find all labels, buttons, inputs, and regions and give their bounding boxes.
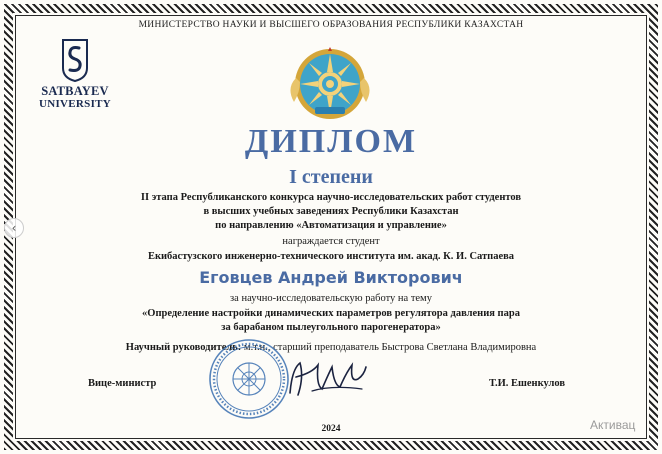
supervisor-line (0, 342, 662, 353)
contest-line: II этапа Республиканского конкурса научно-исследовательских работ студентов (140, 192, 522, 203)
activation-watermark: Активац (590, 418, 636, 432)
supervisor-text: м.т.н., старший преподаватель Быстрова Светлана Владимировна (243, 342, 537, 353)
signer-title: Вице-министр (88, 378, 157, 389)
signature-icon (282, 355, 372, 403)
previous-image-button[interactable] (4, 218, 24, 238)
chevron-left-icon: ‹ (11, 221, 17, 235)
signer-name: Т.И. Ешенкулов (489, 378, 566, 389)
official-seal-icon (208, 338, 290, 420)
topic-line: «Определение настройки динамических параметров регулятора давления пара (142, 308, 520, 319)
supervisor-label: Научный руководитель: (125, 342, 242, 353)
student-name: Еговцев Андрей Викторович (199, 268, 463, 287)
for-work-text: за научно-исследовательскую работу на тему (230, 293, 432, 304)
logo-text-line2: UNIVERSITY (38, 98, 112, 110)
logo-text-line1: SATBAYEV (41, 84, 109, 98)
contest-line: по направлению «Автоматизация и управление» (215, 220, 447, 231)
diploma-degree: I степени (289, 166, 373, 188)
institute-name: Екибастузского инженерно-технического института им. акад. К. И. Сатпаева (147, 251, 515, 262)
ministry-header: МИНИСТЕРСТВО НАУКИ И ВЫСШЕГО ОБРАЗОВАНИЯ РЕСПУБЛИКИ КАЗАХСТАН (138, 20, 524, 30)
diploma-title: ДИПЛОМ (244, 123, 418, 160)
university-logo (38, 38, 112, 110)
topic-line: за барабаном пылеугольного парогенератора» (221, 322, 441, 333)
awarded-to-text: награждается студент (282, 236, 380, 247)
kazakhstan-emblem-icon (287, 47, 373, 123)
diploma-year: 2024 (321, 424, 341, 434)
contest-line: в высших учебных заведениях Республики Казахстан (203, 206, 459, 217)
satbayev-logo-icon (61, 38, 89, 82)
